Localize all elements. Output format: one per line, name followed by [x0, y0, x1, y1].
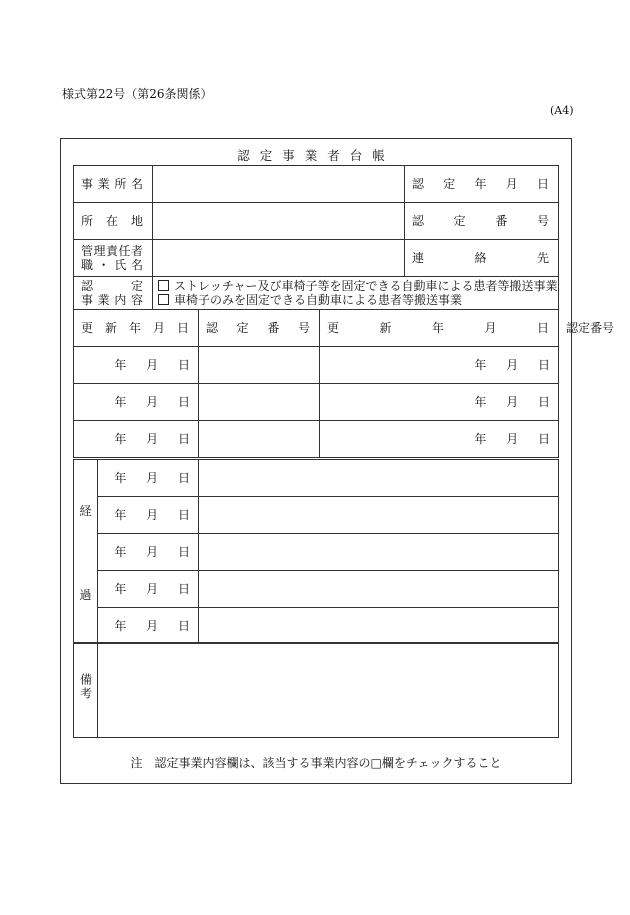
renewal-cert-number-cell[interactable] [199, 421, 320, 458]
contact-label: 連絡先 [405, 240, 559, 277]
paper-size: (A4) [550, 104, 574, 117]
form-number: 様式第22号（第26条関係） [62, 87, 213, 101]
form-title: 認定事業者台帳 [237, 148, 395, 163]
remarks-label-text: 備考 [78, 673, 93, 701]
location-label: 所在地 [74, 203, 153, 240]
history-entry-cell[interactable] [199, 608, 559, 644]
checkbox-icon[interactable] [158, 294, 169, 305]
manager-label-line1: 管理責任者 [81, 244, 143, 258]
business-content-options [153, 277, 559, 310]
renewal-date-cell[interactable]: 年 月 日 [74, 421, 199, 458]
history-label-top: 経 [79, 504, 92, 518]
history-date-cell[interactable]: 年 月 日 [98, 571, 199, 608]
business-content-label-line2: 事業内容 [81, 293, 143, 307]
manager-label [74, 240, 153, 277]
history-date-cell[interactable]: 年 月 日 [98, 608, 199, 644]
business-name-label: 事業所名 [74, 166, 153, 203]
renewal-date-header-right: 更新年月日 [320, 310, 559, 347]
remarks-label [74, 643, 98, 738]
renewal-date-header-left: 更新年月日 [74, 310, 199, 347]
business-content-label-line1: 認定 [81, 279, 143, 293]
renewal-cert-number-cell[interactable] [199, 347, 320, 384]
history-entry-cell[interactable] [199, 497, 559, 534]
history-entry-cell[interactable] [199, 571, 559, 608]
manager-label-line2: 職・氏名 [81, 258, 143, 272]
renewal-date-cell[interactable]: 年 月 日 [74, 347, 199, 384]
history-date-cell[interactable]: 年 月 日 [98, 497, 199, 534]
remarks-table [73, 642, 559, 738]
renewal-date-cell[interactable]: 年 月 日 [320, 347, 559, 384]
location-field[interactable] [153, 203, 405, 240]
business-option-2[interactable] [158, 293, 558, 307]
certification-number-label: 認定番号 [405, 203, 559, 240]
renewal-cert-number-cell[interactable] [199, 384, 320, 421]
business-option-1-label: ストレッチャー及び車椅子等を固定できる自動車による患者等搬送事業 [174, 279, 558, 293]
renewal-date-cell[interactable]: 年 月 日 [320, 384, 559, 421]
renewal-date-cell[interactable]: 年 月 日 [320, 421, 559, 458]
history-date-cell[interactable]: 年 月 日 [98, 534, 199, 571]
business-option-2-label: 車椅子のみを固定できる自動車による患者等搬送事業 [174, 293, 463, 307]
history-date-cell[interactable]: 年 月 日 [98, 460, 199, 497]
history-table [73, 459, 559, 644]
renewal-date-cell[interactable]: 年 月 日 [74, 384, 199, 421]
business-content-label [74, 277, 153, 310]
business-name-field[interactable] [153, 166, 405, 203]
manager-field[interactable] [153, 240, 405, 277]
cert-number-header-left: 認定番号 [199, 310, 320, 347]
history-label [74, 460, 98, 644]
registry-table: 事業所名 認定年月日 所在地 認定番号 管理責任者 職・氏名 連絡先 認定 事業内容 ストレッチャー及び車椅子等を固定できる自動車による患者等搬送事業 車椅子のみを固定できる自動車による患者等搬送事業 更新年月日 認定番号 更新年月日 認定番号 年 月 日 年 月 日 年 月 日 年 月 日 年 月 日 年 月 日 [73, 165, 559, 458]
history-entry-cell[interactable] [199, 534, 559, 571]
certification-date-label: 認定年月日 [405, 166, 559, 203]
history-label-bottom: 過 [79, 588, 92, 602]
footer-note: 注 認定事業内容欄は、該当する事業内容の□欄をチェックすること [130, 756, 502, 770]
checkbox-icon[interactable] [158, 280, 169, 291]
business-option-1[interactable] [158, 279, 558, 293]
remarks-field[interactable] [98, 643, 559, 738]
history-entry-cell[interactable] [199, 460, 559, 497]
